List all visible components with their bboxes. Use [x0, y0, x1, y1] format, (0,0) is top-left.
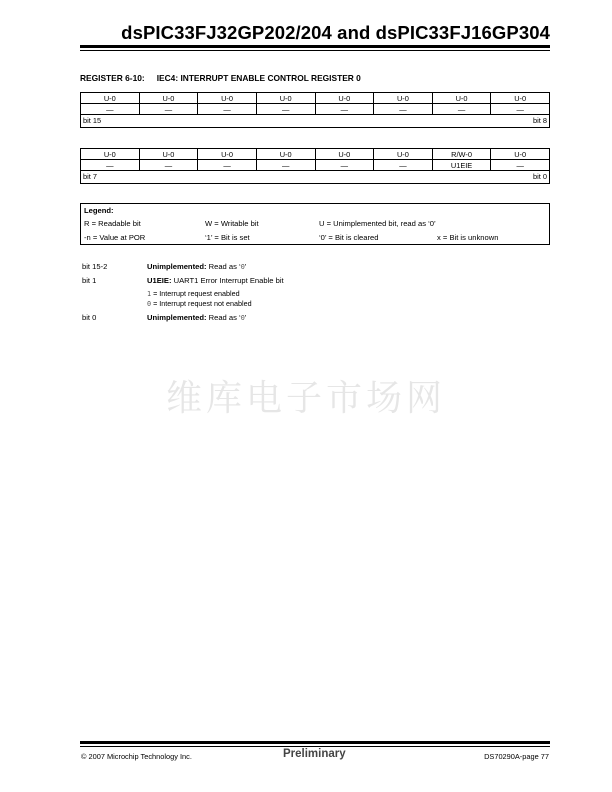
bit-cell: — [315, 160, 374, 171]
bit-cell: — [198, 160, 257, 171]
header-rule-thin [80, 50, 550, 51]
access-cell: U-0 [374, 149, 433, 160]
access-cell: U-0 [432, 93, 491, 104]
register-upper-byte-table [80, 92, 550, 128]
access-cell: U-0 [256, 149, 315, 160]
document-title: dsPIC33FJ32GP202/204 and dsPIC33FJ16GP304 [121, 22, 550, 43]
option-code: 1 [147, 290, 152, 298]
option-text: = Interrupt request not enabled [151, 299, 252, 308]
desc-code: 0 [240, 263, 245, 271]
desc-tail: ’ [244, 313, 247, 322]
watermark: 维库电子市场网 [165, 378, 446, 419]
footer-status: Preliminary [283, 748, 346, 760]
legend-por: -n = Value at POR [84, 233, 146, 242]
desc-bit-label: bit 15-2 [82, 262, 108, 271]
option-text: = Interrupt request enabled [151, 289, 240, 298]
legend-title: Legend: [84, 206, 114, 215]
bit-cell: U1EIE [432, 160, 491, 171]
desc-field-name: Unimplemented: [147, 262, 207, 271]
bit-cell: — [139, 104, 198, 115]
legend-bit-unknown: x = Bit is unknown [437, 233, 499, 242]
register-lower-byte-table [80, 148, 550, 184]
legend-bit-set: ‘1’ = Bit is set [205, 233, 250, 242]
desc-body: Read as ‘ [206, 313, 241, 322]
access-row [81, 149, 550, 160]
desc-field-name: U1EIE: [147, 276, 172, 285]
bit-name-row [81, 160, 550, 171]
desc-option [147, 299, 252, 308]
register-name: IEC4: INTERRUPT ENABLE CONTROL REGISTER 0 [156, 73, 361, 83]
bit-cell: — [374, 104, 433, 115]
desc-option [147, 289, 240, 298]
desc-body: UART1 Error Interrupt Enable bit [171, 276, 284, 285]
bit-position-cell [81, 115, 550, 128]
access-cell: U-0 [315, 93, 374, 104]
desc-text [147, 262, 246, 271]
desc-text [147, 313, 246, 322]
access-cell: U-0 [491, 93, 550, 104]
option-code: 0 [147, 300, 152, 308]
bit-cell: — [315, 104, 374, 115]
bit-cell: — [81, 104, 140, 115]
footer-page-number: DS70290A-page 77 [484, 752, 549, 761]
desc-field-name: Unimplemented: [147, 313, 207, 322]
access-cell: U-0 [491, 149, 550, 160]
bit-cell: — [256, 160, 315, 171]
access-cell: R/W-0 [432, 149, 491, 160]
bit-cell: — [491, 104, 550, 115]
access-cell: U-0 [81, 149, 140, 160]
bit-position-right: bit 0 [533, 172, 547, 181]
register-caption [80, 73, 361, 83]
bit-cell: — [198, 104, 257, 115]
access-cell: U-0 [198, 149, 257, 160]
bit-position-row [81, 115, 550, 128]
bit-cell: — [491, 160, 550, 171]
desc-bit-label: bit 0 [82, 313, 97, 322]
desc-code: 0 [240, 314, 245, 322]
bit-position-right: bit 8 [533, 116, 547, 125]
bit-position-left: bit 15 [83, 116, 102, 125]
access-cell: U-0 [139, 149, 198, 160]
legend-readable: R = Readable bit [84, 219, 141, 228]
desc-body: Read as ‘ [206, 262, 241, 271]
desc-bit-label: bit 1 [82, 276, 97, 285]
desc-tail: ’ [244, 262, 247, 271]
access-row [81, 93, 550, 104]
access-cell: U-0 [256, 93, 315, 104]
bit-cell: — [432, 104, 491, 115]
footer-copyright: © 2007 Microchip Technology Inc. [81, 752, 192, 761]
bit-position-cell [81, 171, 550, 184]
bit-position-left: bit 7 [83, 172, 97, 181]
bit-name-row [81, 104, 550, 115]
bit-cell: — [374, 160, 433, 171]
access-cell: U-0 [315, 149, 374, 160]
register-label: REGISTER 6-10: [80, 73, 145, 83]
legend-bit-cleared: ‘0’ = Bit is cleared [319, 233, 379, 242]
legend-unimplemented: U = Unimplemented bit, read as ‘0’ [319, 219, 436, 228]
desc-text [147, 276, 284, 285]
access-cell: U-0 [81, 93, 140, 104]
bit-position-row [81, 171, 550, 184]
access-cell: U-0 [139, 93, 198, 104]
access-cell: U-0 [198, 93, 257, 104]
bit-cell: — [139, 160, 198, 171]
bit-cell: — [81, 160, 140, 171]
legend-writable: W = Writable bit [205, 219, 259, 228]
footer-rule-thin [80, 746, 550, 747]
legend-box [80, 203, 550, 245]
access-cell: U-0 [374, 93, 433, 104]
bit-cell: — [256, 104, 315, 115]
header-rule-thick [80, 45, 550, 48]
footer-rule-thick [80, 741, 550, 744]
